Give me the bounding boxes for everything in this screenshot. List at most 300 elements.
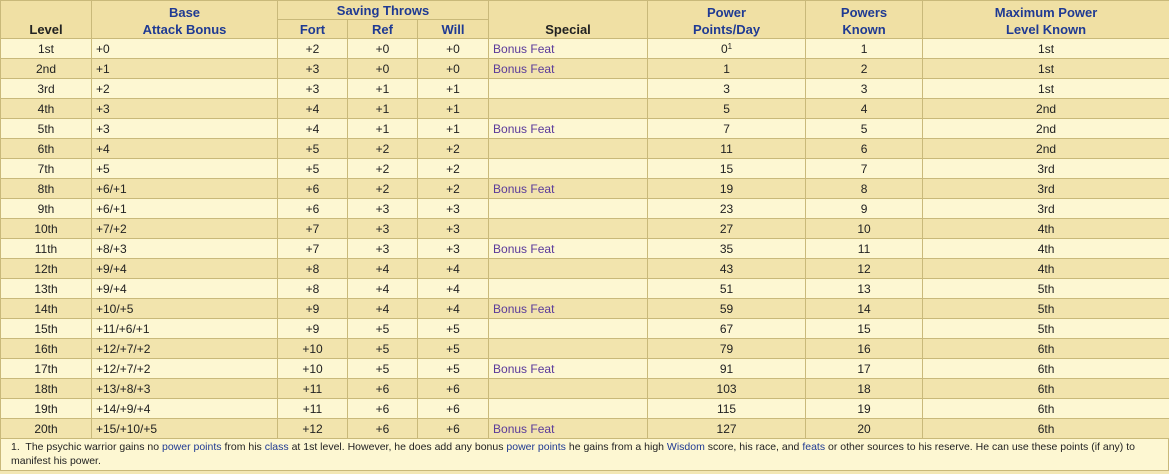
cell-fort (278, 239, 348, 259)
cell-fort-value: +2 (305, 41, 320, 56)
cell-max-power-level-value: 3rd (1037, 201, 1055, 216)
cell-power-points (648, 299, 806, 319)
cell-fort-value: +7 (305, 221, 320, 236)
cell-power-points-value: 27 (719, 221, 734, 236)
footnote-marker[interactable]: 1 (727, 41, 733, 51)
cell-power-points (648, 59, 806, 79)
cell-fort-value: +4 (305, 121, 320, 136)
cell-will (418, 399, 489, 419)
cell-level-value: 8th (37, 181, 55, 196)
cell-special (489, 219, 648, 239)
cell-fort-value: +8 (305, 281, 320, 296)
cell-level (1, 359, 92, 379)
cell-level (1, 319, 92, 339)
cell-powers-known (806, 299, 923, 319)
table-row (1, 219, 1169, 239)
cell-power-points (648, 199, 806, 219)
cell-base-attack-bonus-value: +10/+5 (96, 301, 134, 316)
cell-will-value: +6 (446, 401, 460, 416)
cell-level (1, 259, 92, 279)
cell-powers-known-value: 6 (860, 141, 868, 156)
table-row (1, 79, 1169, 99)
cell-powers-known (806, 219, 923, 239)
cell-power-points (648, 119, 806, 139)
cell-special (489, 59, 648, 79)
cell-will-value: +1 (446, 81, 460, 96)
cell-level (1, 379, 92, 399)
cell-will (418, 179, 489, 199)
cell-ref-value: +4 (375, 261, 390, 276)
cell-will-value: +1 (446, 121, 460, 136)
link-class[interactable]: class (264, 441, 289, 453)
cell-fort (278, 399, 348, 419)
cell-power-points-value: 127 (716, 421, 737, 436)
cell-base-attack-bonus (92, 279, 278, 299)
cell-ref-value: +0 (375, 41, 390, 56)
cell-ref-value: +5 (375, 361, 390, 376)
cell-max-power-level-value: 1st (1038, 81, 1055, 96)
cell-powers-known-value: 10 (857, 221, 871, 236)
cell-ref-value: +1 (375, 121, 390, 136)
cell-powers-known-value: 18 (857, 381, 871, 396)
cell-powers-known-value: 5 (860, 121, 868, 136)
cell-will-value: +6 (446, 421, 460, 436)
cell-ref-value: +1 (375, 101, 390, 116)
cell-powers-known-value: 14 (857, 301, 871, 316)
cell-power-points (648, 239, 806, 259)
cell-base-attack-bonus (92, 399, 278, 419)
header-pk-line1: Powers (840, 5, 888, 20)
table-row (1, 299, 1169, 319)
cell-power-points-value: 0 (720, 41, 728, 56)
cell-will-value: +5 (446, 361, 460, 376)
cell-base-attack-bonus-value: +6/+1 (96, 181, 127, 196)
cell-special-value[interactable]: Bonus Feat (493, 301, 555, 316)
cell-max-power-level (923, 39, 1169, 59)
cell-powers-known-value: 1 (860, 41, 868, 56)
cell-will-value: +2 (446, 141, 460, 156)
table-row (1, 399, 1169, 419)
cell-power-points (648, 99, 806, 119)
cell-fort-value: +9 (305, 321, 320, 336)
cell-power-points (648, 159, 806, 179)
cell-ref (348, 239, 418, 259)
cell-level-value: 9th (37, 201, 55, 216)
cell-powers-known-value: 17 (857, 361, 871, 376)
cell-will (418, 299, 489, 319)
cell-powers-known (806, 319, 923, 339)
cell-powers-known (806, 259, 923, 279)
cell-max-power-level (923, 59, 1169, 79)
cell-ref (348, 59, 418, 79)
cell-fort-value: +3 (305, 61, 320, 76)
cell-special (489, 119, 648, 139)
cell-power-points-value: 103 (716, 381, 737, 396)
cell-level (1, 339, 92, 359)
header-bab-line1: Base (168, 5, 201, 20)
cell-ref-value: +0 (375, 61, 390, 76)
table-header (1, 1, 1169, 39)
cell-max-power-level (923, 239, 1169, 259)
cell-powers-known (806, 159, 923, 179)
footnote-text-5: score, his race, and (704, 441, 803, 453)
cell-powers-known (806, 339, 923, 359)
cell-max-power-level (923, 419, 1169, 439)
cell-base-attack-bonus (92, 119, 278, 139)
cell-base-attack-bonus-value: +4 (96, 141, 110, 156)
table-row (1, 119, 1169, 139)
cell-max-power-level (923, 219, 1169, 239)
cell-fort (278, 299, 348, 319)
cell-power-points-value: 43 (719, 261, 734, 276)
link-wisdom[interactable]: Wisdom (666, 441, 705, 453)
cell-base-attack-bonus (92, 379, 278, 399)
header-max-line2: Level Known (1005, 22, 1087, 37)
cell-powers-known-value: 15 (857, 321, 871, 336)
table-row (1, 339, 1169, 359)
cell-level-value: 7th (37, 161, 55, 176)
cell-fort (278, 59, 348, 79)
cell-power-points-value: 1 (723, 61, 730, 76)
cell-base-attack-bonus-value: +12/+7/+2 (96, 361, 151, 376)
cell-special (489, 379, 648, 399)
cell-base-attack-bonus-value: +6/+1 (96, 201, 127, 216)
cell-base-attack-bonus-value: +2 (96, 81, 110, 96)
cell-will (418, 159, 489, 179)
cell-will (418, 359, 489, 379)
cell-level (1, 99, 92, 119)
cell-level-value: 20th (34, 421, 58, 436)
cell-base-attack-bonus (92, 339, 278, 359)
cell-base-attack-bonus-value: +11/+6/+1 (96, 321, 150, 336)
cell-ref-value: +3 (375, 201, 390, 216)
header-saving-throws: Saving Throws (278, 1, 489, 20)
cell-level (1, 119, 92, 139)
cell-level (1, 239, 92, 259)
cell-will (418, 319, 489, 339)
cell-ref-value: +2 (375, 141, 390, 156)
header-max-power-level (923, 1, 1169, 39)
cell-powers-known (806, 419, 923, 439)
cell-ref-value: +5 (375, 341, 390, 356)
cell-fort-value: +11 (302, 401, 323, 416)
cell-ref (348, 399, 418, 419)
cell-max-power-level (923, 99, 1169, 119)
cell-max-power-level (923, 119, 1169, 139)
cell-will-value: +5 (446, 321, 460, 336)
cell-base-attack-bonus-value: +12/+7/+2 (96, 341, 151, 356)
header-level: Level (1, 1, 92, 39)
cell-power-points-value: 51 (719, 281, 734, 296)
cell-power-points-value: 115 (716, 401, 737, 416)
cell-base-attack-bonus-value: +15/+10/+5 (96, 421, 158, 436)
cell-max-power-level-value: 3rd (1037, 181, 1055, 196)
table-row (1, 239, 1169, 259)
cell-base-attack-bonus (92, 79, 278, 99)
cell-will (418, 259, 489, 279)
cell-max-power-level-value: 2nd (1036, 101, 1057, 116)
cell-powers-known-value: 3 (860, 81, 868, 96)
cell-base-attack-bonus (92, 39, 278, 59)
cell-fort-value: +10 (302, 361, 323, 376)
cell-powers-known-value: 4 (860, 101, 868, 116)
cell-max-power-level (923, 279, 1169, 299)
cell-max-power-level-value: 4th (1037, 221, 1055, 236)
cell-fort (278, 199, 348, 219)
cell-powers-known-value: 19 (857, 401, 871, 416)
cell-will-value: +5 (446, 341, 460, 356)
cell-level-value: 3rd (37, 81, 55, 96)
cell-power-points (648, 259, 806, 279)
cell-power-points-value: 19 (719, 181, 734, 196)
cell-powers-known (806, 359, 923, 379)
cell-will-value: +1 (446, 101, 460, 116)
cell-powers-known (806, 399, 923, 419)
cell-power-points (648, 79, 806, 99)
cell-fort (278, 179, 348, 199)
cell-level (1, 299, 92, 319)
cell-max-power-level (923, 199, 1169, 219)
cell-fort (278, 159, 348, 179)
cell-max-power-level-value: 6th (1037, 341, 1055, 356)
footnote-text-3: at 1st level. However, he does add any bonus (288, 441, 507, 453)
cell-power-points (648, 339, 806, 359)
cell-powers-known-value: 20 (857, 421, 871, 436)
cell-fort-value: +5 (305, 161, 320, 176)
table-body (1, 39, 1169, 439)
cell-will-value: +2 (446, 161, 460, 176)
cell-max-power-level-value: 4th (1037, 261, 1055, 276)
cell-special-value[interactable]: Bonus Feat (493, 121, 555, 136)
cell-special (489, 39, 648, 59)
footnote-number: 1. (11, 441, 20, 453)
cell-powers-known (806, 179, 923, 199)
cell-max-power-level (923, 259, 1169, 279)
cell-fort (278, 119, 348, 139)
cell-level-value: 10th (34, 221, 58, 236)
cell-level-value: 6th (37, 141, 55, 156)
cell-ref (348, 319, 418, 339)
cell-powers-known (806, 279, 923, 299)
cell-base-attack-bonus-value: +3 (96, 101, 110, 116)
cell-ref (348, 379, 418, 399)
cell-max-power-level-value: 1st (1038, 61, 1055, 76)
cell-base-attack-bonus-value: +8/+3 (96, 241, 127, 256)
cell-base-attack-bonus (92, 139, 278, 159)
cell-fort-value: +4 (305, 101, 320, 116)
cell-will (418, 39, 489, 59)
cell-level (1, 59, 92, 79)
cell-will (418, 119, 489, 139)
cell-will-value: +4 (446, 301, 460, 316)
table-row (1, 179, 1169, 199)
cell-ref-value: +2 (375, 161, 390, 176)
cell-special-value[interactable]: Bonus Feat (493, 61, 555, 76)
cell-power-points-value: 79 (719, 341, 734, 356)
cell-fort-value: +6 (305, 181, 320, 196)
footnote-text-6: or other sources to his reserve. He can use these points (if any) to manifest his power. (11, 441, 1135, 467)
cell-powers-known-value: 7 (860, 161, 868, 176)
cell-special (489, 339, 648, 359)
table-row (1, 259, 1169, 279)
cell-max-power-level (923, 359, 1169, 379)
cell-power-points (648, 419, 806, 439)
cell-level-value: 19th (34, 401, 58, 416)
cell-max-power-level-value: 6th (1037, 361, 1055, 376)
cell-fort (278, 279, 348, 299)
cell-ref (348, 359, 418, 379)
cell-will (418, 379, 489, 399)
cell-max-power-level-value: 2nd (1036, 121, 1057, 136)
cell-fort (278, 79, 348, 99)
cell-max-power-level-value: 5th (1037, 281, 1055, 296)
cell-powers-known (806, 239, 923, 259)
cell-special (489, 179, 648, 199)
cell-fort (278, 139, 348, 159)
cell-powers-known (806, 99, 923, 119)
cell-level-value: 17th (34, 361, 58, 376)
cell-power-points-value: 5 (723, 101, 730, 116)
cell-will-value: +4 (446, 261, 460, 276)
cell-base-attack-bonus-value: +9/+4 (96, 261, 127, 276)
cell-will-value: +3 (446, 201, 460, 216)
cell-max-power-level (923, 159, 1169, 179)
link-feats[interactable]: feats (802, 441, 826, 453)
cell-special-value[interactable]: Bonus Feat (493, 361, 555, 376)
cell-level-value: 4th (37, 101, 55, 116)
cell-special (489, 259, 648, 279)
cell-fort (278, 339, 348, 359)
cell-power-points-value: 91 (719, 361, 734, 376)
cell-max-power-level (923, 339, 1169, 359)
cell-power-points-value: 11 (720, 141, 733, 156)
header-ref: Ref (348, 20, 418, 39)
cell-powers-known (806, 119, 923, 139)
cell-level (1, 159, 92, 179)
cell-base-attack-bonus-value: +5 (96, 161, 110, 176)
cell-fort (278, 219, 348, 239)
cell-will-value: +0 (446, 61, 460, 76)
header-power-points (648, 1, 806, 39)
cell-level-value: 15th (34, 321, 58, 336)
cell-powers-known-value: 13 (857, 281, 871, 296)
cell-fort-value: +6 (305, 201, 320, 216)
cell-special (489, 319, 648, 339)
cell-power-points (648, 319, 806, 339)
cell-base-attack-bonus-value: +14/+9/+4 (96, 401, 151, 416)
cell-ref (348, 219, 418, 239)
cell-will-value: +4 (446, 281, 460, 296)
cell-ref-value: +4 (375, 301, 390, 316)
cell-power-points-value: 7 (723, 121, 730, 136)
cell-base-attack-bonus-value: +1 (96, 61, 110, 76)
cell-special (489, 419, 648, 439)
header-pp-line1: Power (707, 5, 747, 20)
cell-level-value: 1st (37, 41, 54, 56)
cell-base-attack-bonus-value: +7/+2 (96, 221, 127, 236)
cell-max-power-level-value: 2nd (1036, 141, 1057, 156)
cell-ref-value: +3 (375, 241, 390, 256)
table-row (1, 59, 1169, 79)
cell-powers-known (806, 379, 923, 399)
cell-level-value: 12th (34, 261, 58, 276)
cell-level-value: 16th (34, 341, 58, 356)
cell-fort-value: +11 (302, 381, 323, 396)
cell-powers-known-value: 2 (860, 61, 868, 76)
cell-special (489, 199, 648, 219)
cell-fort-value: +8 (305, 261, 320, 276)
cell-will (418, 199, 489, 219)
cell-fort-value: +5 (305, 141, 320, 156)
cell-special-value[interactable]: Bonus Feat (493, 241, 555, 256)
cell-power-points (648, 219, 806, 239)
cell-special (489, 99, 648, 119)
cell-fort-value: +12 (302, 421, 323, 436)
cell-max-power-level-value: 5th (1037, 321, 1055, 336)
header-pp-line2: Points/Day (692, 22, 761, 37)
cell-max-power-level-value: 6th (1037, 421, 1055, 436)
cell-base-attack-bonus (92, 179, 278, 199)
cell-fort (278, 379, 348, 399)
link-power-points[interactable]: power points (161, 441, 222, 453)
table-row (1, 39, 1169, 59)
cell-power-points (648, 379, 806, 399)
cell-power-points-value: 67 (719, 321, 734, 336)
cell-will-value: +3 (446, 221, 460, 236)
table-row (1, 379, 1169, 399)
cell-max-power-level-value: 6th (1037, 381, 1055, 396)
cell-max-power-level (923, 79, 1169, 99)
cell-special-value[interactable]: Bonus Feat (493, 421, 555, 436)
cell-level (1, 219, 92, 239)
cell-special-value[interactable]: Bonus Feat (493, 41, 555, 56)
cell-power-points-value: 23 (719, 201, 734, 216)
table-row (1, 419, 1169, 439)
cell-ref (348, 299, 418, 319)
cell-will (418, 219, 489, 239)
cell-max-power-level (923, 299, 1169, 319)
cell-base-attack-bonus (92, 359, 278, 379)
cell-will (418, 239, 489, 259)
cell-base-attack-bonus-value: +9/+4 (96, 281, 127, 296)
cell-powers-known-value: 8 (860, 181, 868, 196)
cell-level (1, 39, 92, 59)
cell-power-points (648, 279, 806, 299)
cell-base-attack-bonus (92, 59, 278, 79)
cell-fort-value: +7 (305, 241, 320, 256)
cell-special-value[interactable]: Bonus Feat (493, 181, 555, 196)
cell-max-power-level-value: 3rd (1037, 161, 1055, 176)
cell-powers-known (806, 59, 923, 79)
cell-special (489, 299, 648, 319)
cell-fort-value: +3 (305, 81, 320, 96)
cell-will-value: +3 (446, 241, 460, 256)
cell-level-value: 13th (34, 281, 58, 296)
cell-fort-value: +9 (305, 301, 320, 316)
cell-base-attack-bonus (92, 199, 278, 219)
cell-max-power-level-value: 1st (1038, 41, 1055, 56)
cell-special (489, 139, 648, 159)
cell-base-attack-bonus (92, 259, 278, 279)
header-base-attack-bonus (92, 1, 278, 39)
cell-level (1, 139, 92, 159)
cell-base-attack-bonus-value: +3 (96, 121, 110, 136)
cell-power-points-value: 59 (719, 301, 734, 316)
link-power-points-2[interactable]: power points (506, 441, 566, 453)
cell-ref-value: +1 (375, 81, 390, 96)
cell-power-points (648, 399, 806, 419)
cell-max-power-level-value: 6th (1037, 401, 1055, 416)
